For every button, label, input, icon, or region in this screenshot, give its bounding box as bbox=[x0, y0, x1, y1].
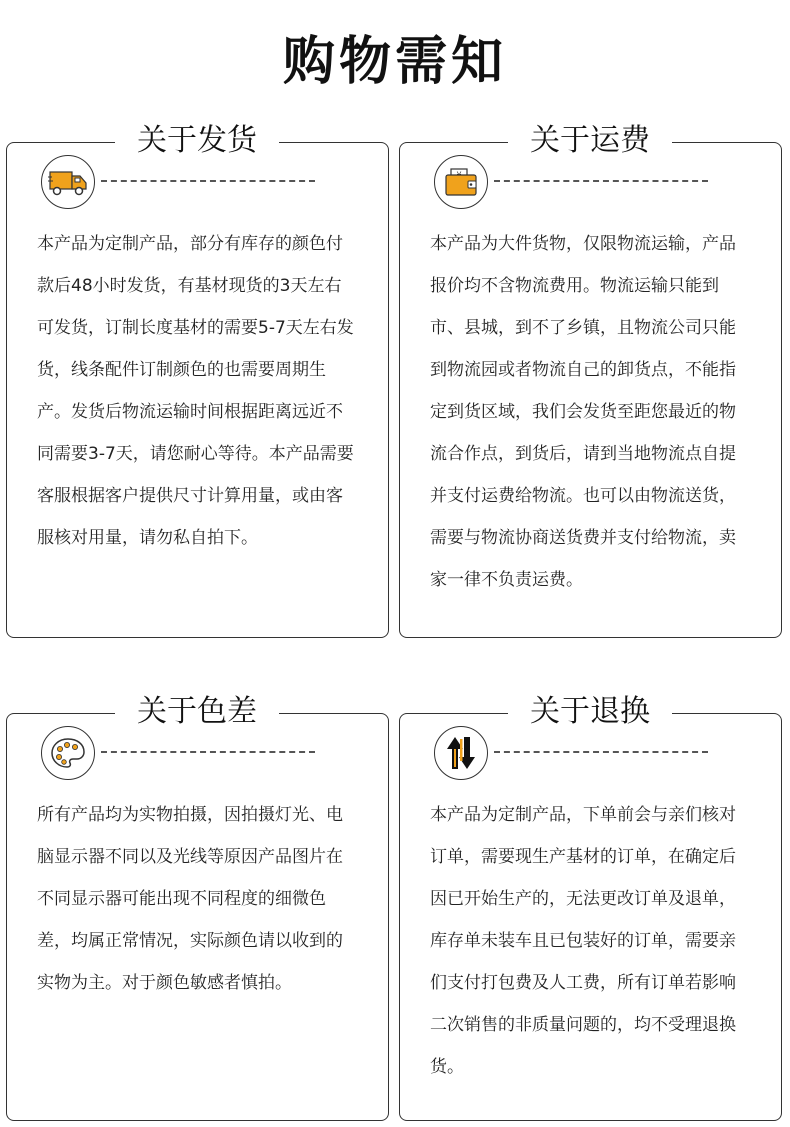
return-text: 本产品为定制产品，下单前会与亲们核对订单，需要现生产基材的订单，在确定后因已开始生产的，无法更改订单及退单，库存单未装车且已包装好的订单，需要亲们支付打包费及人工费，所有订单若影响二次销售的非质量问题的，均不受理退换货。 bbox=[430, 805, 736, 1077]
shipping-card bbox=[6, 123, 389, 638]
color-diff-text: 所有产品均为实物拍摄，因拍摄灯光、电脑显示器不同以及光线等原因产品图片在不同显示器可能出现不同程度的细微色差，均属正常情况，实际颜色请以收到的实物为主。对于颜色敏感者慎拍。 bbox=[37, 805, 343, 993]
dashed-divider bbox=[101, 180, 315, 182]
dashed-divider bbox=[494, 180, 708, 182]
truck-icon bbox=[41, 155, 95, 209]
shipping-title: 关于发货 bbox=[115, 119, 279, 163]
dashed-divider bbox=[101, 751, 315, 753]
freight-card bbox=[399, 123, 782, 638]
exchange-arrows-icon bbox=[434, 726, 488, 780]
color-diff-card bbox=[6, 694, 389, 1121]
palette-icon bbox=[41, 726, 95, 780]
shipping-text: 本产品为定制产品，部分有库存的颜色付款后48小时发货，有基材现货的3天左右可发货，订制长度基材的需要5-7天左右发货，线条配件订制颜色的也需要周期生产。发货后物流运输时间根据距离远近不同需要3-7天，请您耐心等待。本产品需要客服根据客户提供尺寸计算用量，或由客服核对用量，请勿私自拍下。 bbox=[37, 234, 354, 548]
color-diff-title: 关于色差 bbox=[115, 690, 279, 734]
return-title: 关于退换 bbox=[508, 690, 672, 734]
freight-title: 关于运费 bbox=[508, 119, 672, 163]
freight-text: 本产品为大件货物，仅限物流运输，产品报价均不含物流费用。物流运输只能到市、县城，到不了乡镇，且物流公司只能到物流园或者物流自己的卸货点，不能指定到货区域，我们会发货至距您最近的物流合作点，到货后，请到当地物流点自提并支付运费给物流。也可以由物流送货，需要与物流协商送货费并支付给物流，卖家一律不负责运费。 bbox=[430, 234, 736, 590]
return-card bbox=[399, 694, 782, 1121]
dashed-divider bbox=[494, 751, 708, 753]
page-title: 购物需知 bbox=[282, 32, 507, 92]
wallet-yen-icon bbox=[434, 155, 488, 209]
